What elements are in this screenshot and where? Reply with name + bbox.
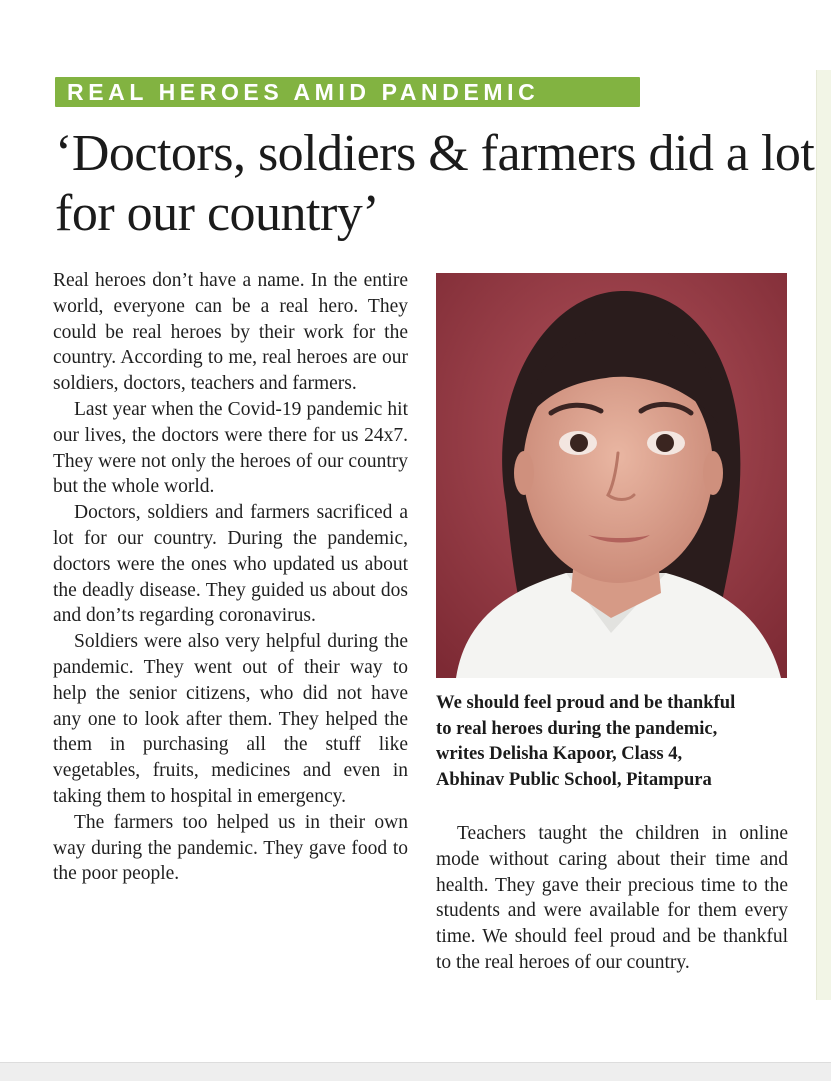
body-paragraph: Doctors, soldiers and farmers sacrificed a lot for our country. During the pandemic, doctors were the ones who updated us about the deadly disease. They guided us about dos and don’ts regarding coronavirus.	[53, 502, 408, 627]
section-kicker: REAL HEROES AMID PANDEMIC	[55, 77, 640, 107]
page-bottom-band	[0, 1062, 831, 1081]
body-column-right	[436, 821, 788, 976]
body-paragraph: The farmers too helped us in their own way during the pandemic. They gave food to the poor people.	[53, 811, 408, 885]
body-column-left	[53, 268, 408, 887]
body-paragraph: Last year when the Covid-19 pandemic hit our lives, the doctors were there for us 24x7. They were not only the heroes of our country but the whole world.	[53, 398, 408, 498]
body-paragraph: Soldiers were also very helpful during the pandemic. They went out of their way to help the senior citizens, who did not have any one to look after them. They helped the them in purchasing all the stuff like vegetables, fruits, medicines and even in taking them to hospital in emergency.	[53, 631, 408, 807]
body-paragraph: Teachers taught the children in online mode without caring about their time and health. They gave their precious time to the students and were available for them every time. We should feel proud and be thankful to the real heroes of our country.	[436, 823, 788, 973]
author-photo	[436, 273, 787, 678]
article-headline: ‘Doctors, soldiers & farmers did a lot for our country’	[55, 125, 815, 242]
adjacent-column-edge	[816, 70, 831, 1000]
photo-caption: We should feel proud and be thankful to real heroes during the pandemic, writes Delisha Kapoor, Class 4, Abhinav Public School, Pitampura	[436, 692, 736, 790]
body-paragraph: Real heroes don’t have a name. In the entire world, everyone can be a real hero. They could be real heroes by their work for the country. According to me, real heroes are our soldiers, doctors, teachers and farmers.	[53, 270, 408, 395]
